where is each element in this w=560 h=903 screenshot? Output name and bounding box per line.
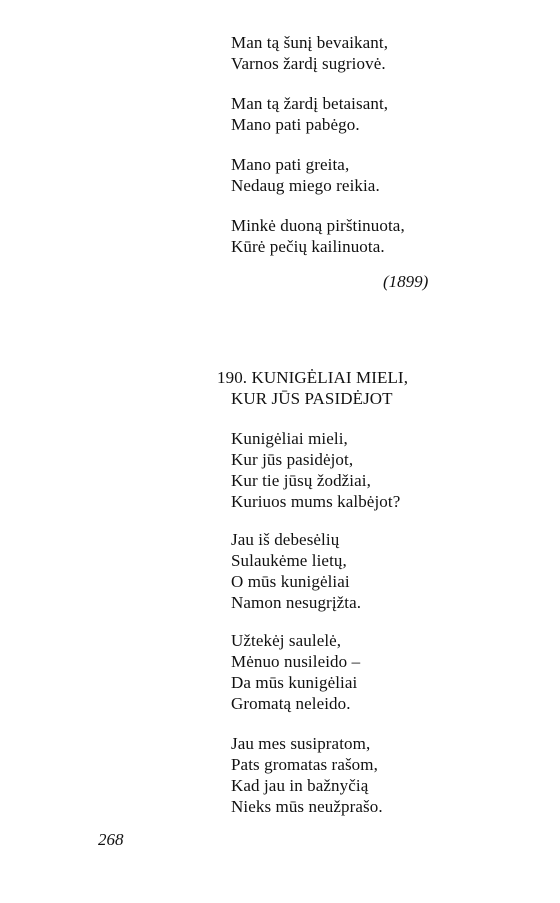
verse-line: Jau iš debesėlių xyxy=(231,530,340,549)
verse-line: Kuriuos mums kalbėjot? xyxy=(231,492,401,511)
verse-line: Namon nesugrįžta. xyxy=(231,593,362,612)
verse-line: Man tą žardį betaisant, xyxy=(231,94,389,113)
verse-line: Mėnuo nusileido – xyxy=(231,652,361,671)
poem-date: (1899) xyxy=(383,272,429,291)
verse-line: Užtekėj saulelė, xyxy=(231,631,342,650)
verse-line: Kunigėliai mieli, xyxy=(231,429,348,448)
verse-line: Da mūs kunigėliai xyxy=(231,673,358,692)
verse-line: O mūs kunigėliai xyxy=(231,572,350,591)
verse-line: Gromatą neleido. xyxy=(231,694,351,713)
verse-line: Minkė duoną pirštinuota, xyxy=(231,216,405,235)
verse-line: Nieks mūs neužprašo. xyxy=(231,797,383,816)
verse-line: Sulaukėme lietų, xyxy=(231,551,347,570)
verse-line: Varnos žardį sugriovė. xyxy=(231,54,386,73)
verse-line: Man tą šunį bevaikant, xyxy=(231,33,389,52)
verse-line: Mano pati greita, xyxy=(231,155,350,174)
verse-line: Pats gromatas rašom, xyxy=(231,755,378,774)
verse-line: Nedaug miego reikia. xyxy=(231,176,380,195)
page-number: 268 xyxy=(98,830,124,849)
verse-line: Kad jau in bažnyčią xyxy=(231,776,369,795)
verse-line: Kūrė pečių kailinuota. xyxy=(231,237,385,256)
poem-title-continuation: KUR JŪS PASIDĖJOT xyxy=(231,389,393,408)
verse-line: Mano pati pabėgo. xyxy=(231,115,360,134)
verse-line: Jau mes susipratom, xyxy=(231,734,371,753)
verse-line: Kur jūs pasidėjot, xyxy=(231,450,354,469)
verse-line: Kur tie jūsų žodžiai, xyxy=(231,471,371,490)
poem-title: 190. KUNIGĖLIAI MIELI, xyxy=(217,368,409,387)
